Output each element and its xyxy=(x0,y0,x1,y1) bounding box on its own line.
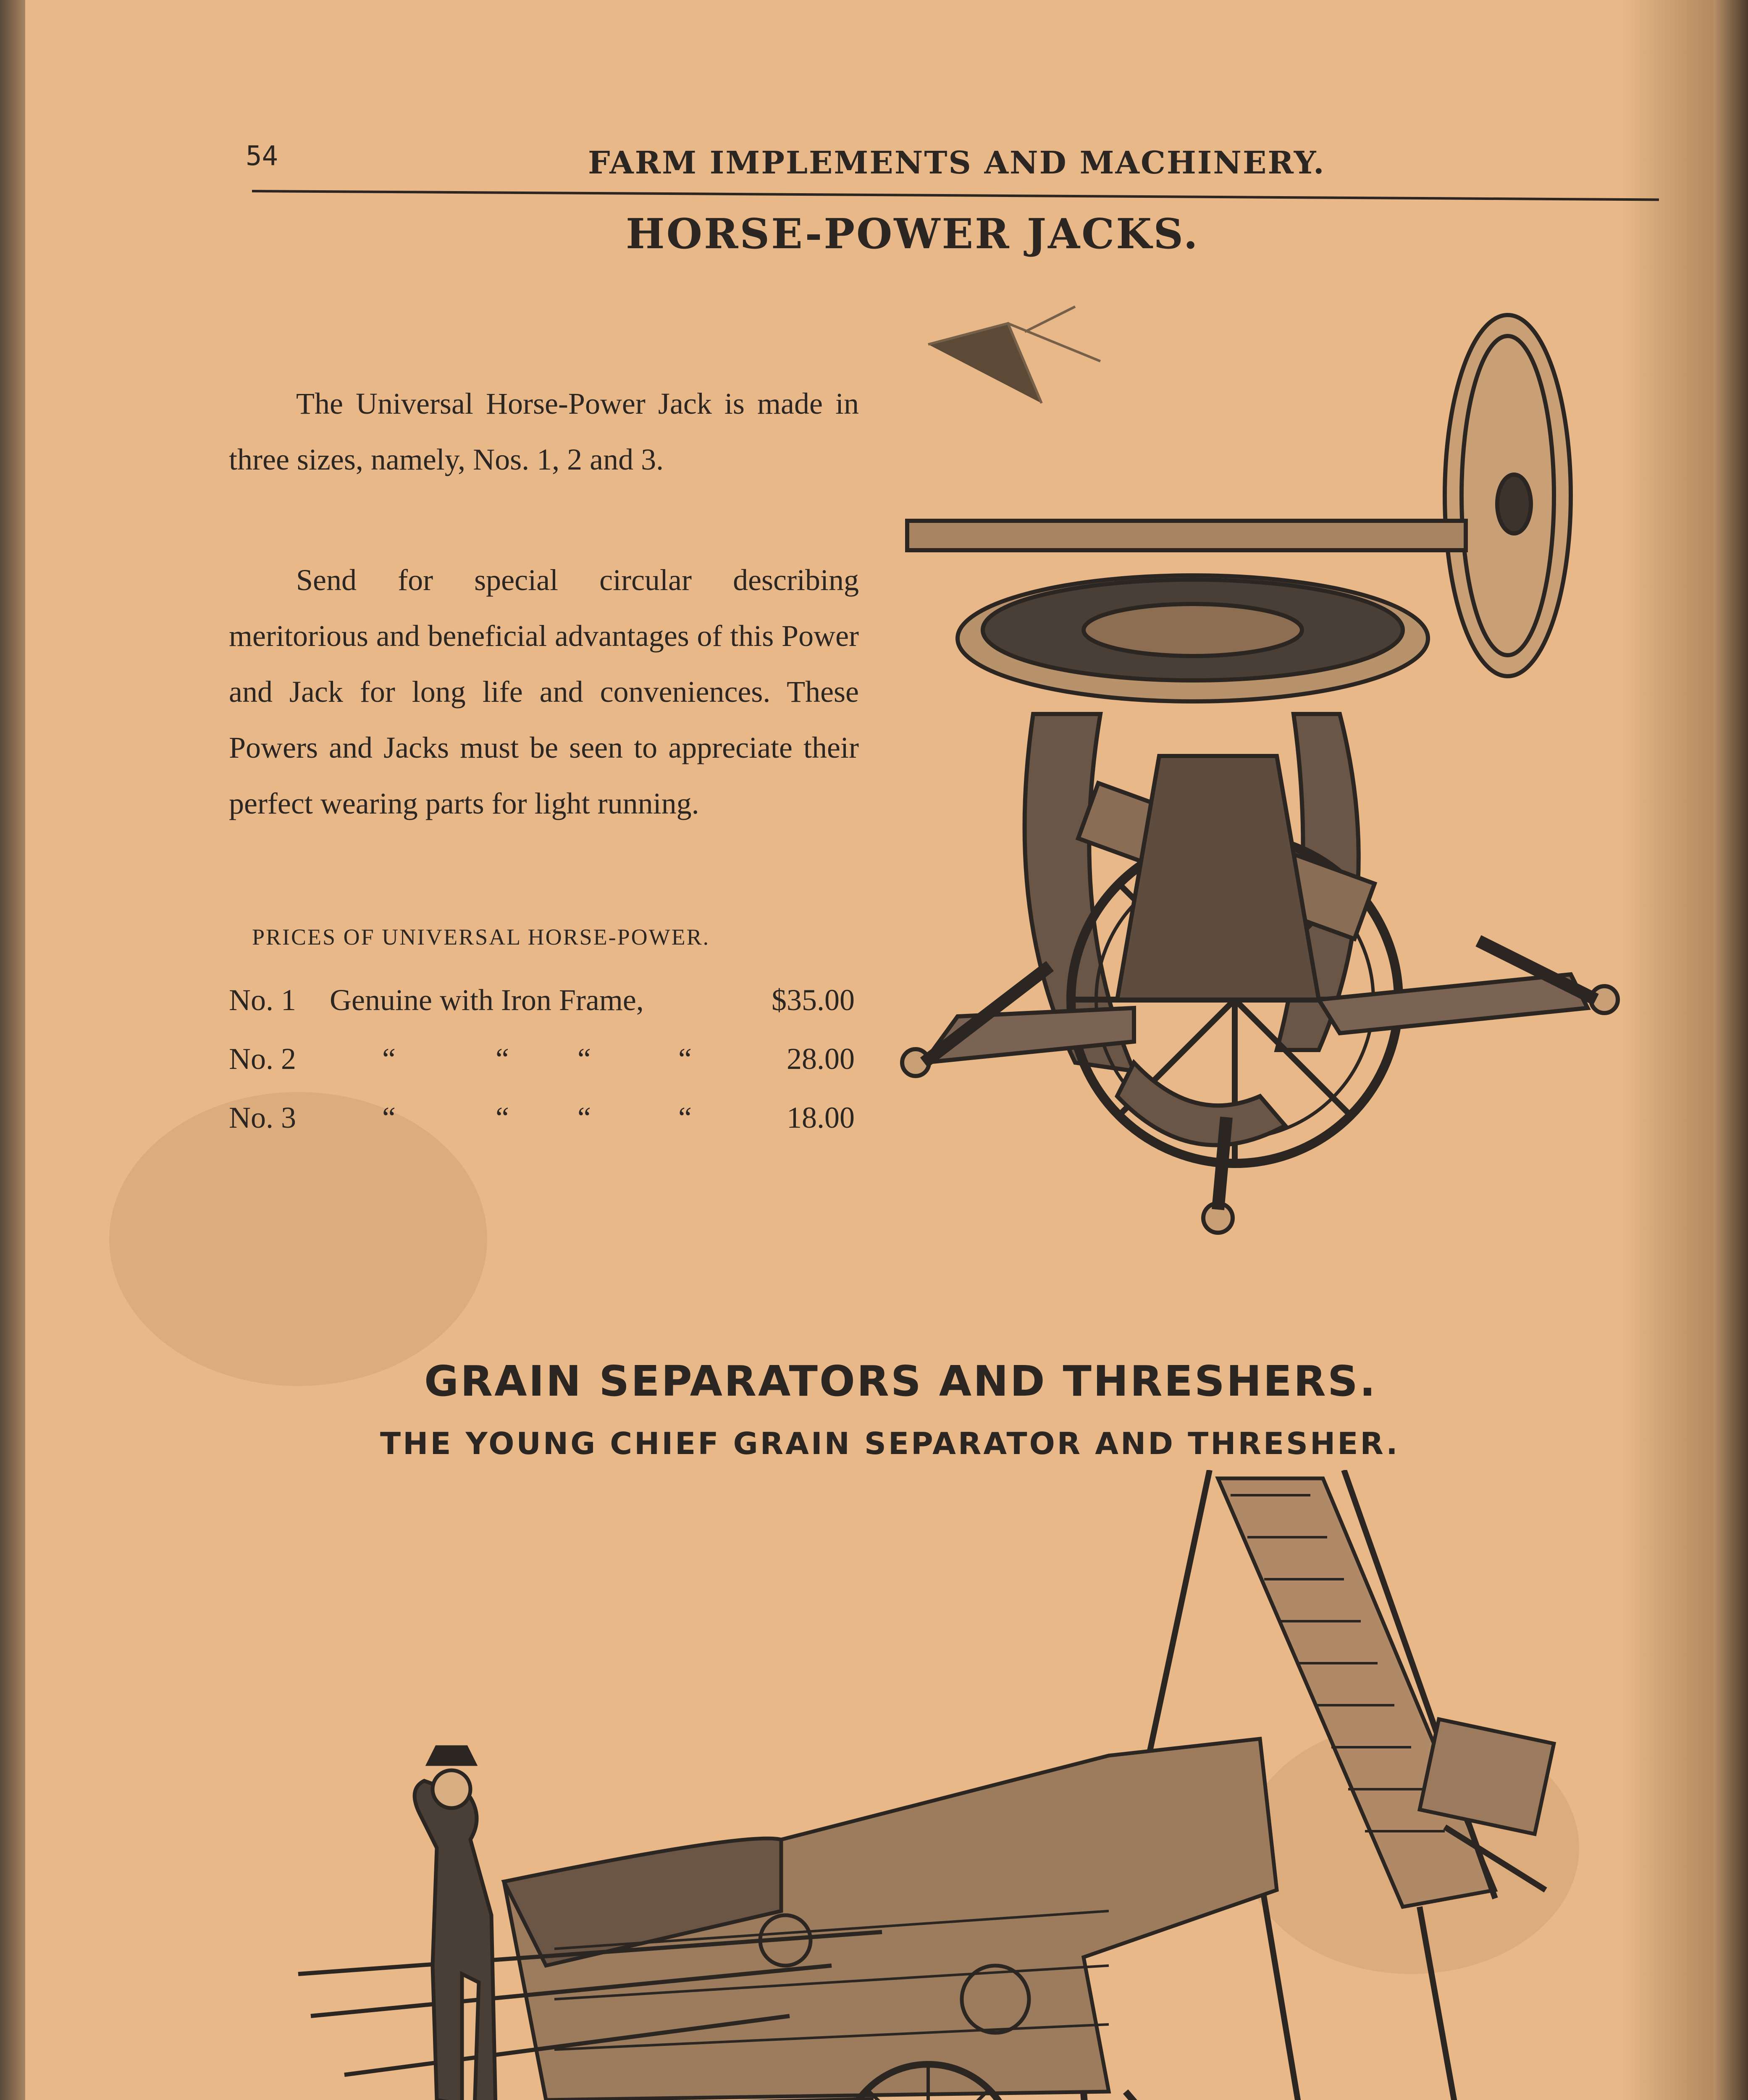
price-number: No. 2 xyxy=(229,1042,296,1076)
horse-power-jack-illustration xyxy=(899,286,1646,1243)
price-value: 28.00 xyxy=(787,1042,855,1076)
paragraph-sizes: The Universal Horse-Power Jack is made in three sizes, namely, Nos. 1, 2 and 3. xyxy=(229,387,859,476)
book-spine-edge xyxy=(0,0,25,2100)
header-rule xyxy=(252,190,1659,201)
ditto-mark: “ xyxy=(577,1101,591,1134)
paragraph-circular: Send for special circular describing meritorious and beneficial advantages of this Power and Jack for long life and conveniences. These Powers and Jacks must be seen to appreciate their perfect wearing parts for light running. xyxy=(229,563,859,820)
catalog-page xyxy=(25,0,1714,2100)
price-row xyxy=(229,1042,855,1092)
price-number: No. 1 xyxy=(229,983,296,1017)
ditto-mark: “ xyxy=(382,1101,396,1134)
ditto-mark: “ xyxy=(496,1101,509,1134)
ditto-mark: “ xyxy=(577,1042,591,1076)
price-row xyxy=(229,983,855,1033)
ditto-mark: “ xyxy=(678,1101,692,1134)
price-row xyxy=(229,1100,855,1151)
grain-thresher-illustration xyxy=(286,1470,1596,2100)
price-value: 18.00 xyxy=(787,1101,855,1134)
ditto-mark: “ xyxy=(678,1042,692,1076)
ditto-mark: “ xyxy=(496,1042,509,1076)
page-number: 54 xyxy=(246,141,278,172)
price-value: $35.00 xyxy=(772,983,855,1017)
price-description: Genuine with Iron Frame, xyxy=(330,983,644,1017)
running-title: FARM IMPLEMENTS AND MACHINERY. xyxy=(588,145,1325,181)
ditto-mark: “ xyxy=(382,1042,396,1076)
price-number: No. 3 xyxy=(229,1101,296,1134)
next-page-edge xyxy=(1714,0,1748,2100)
grain-subtitle: THE YOUNG CHIEF GRAIN SEPARATOR AND THRESHER. xyxy=(380,1426,1400,1461)
prices-heading: PRICES OF UNIVERSAL HORSE-POWER. xyxy=(252,924,710,950)
horse-power-title: HORSE-POWER JACKS. xyxy=(626,210,1199,258)
grain-title: GRAIN SEPARATORS AND THRESHERS. xyxy=(424,1357,1377,1406)
